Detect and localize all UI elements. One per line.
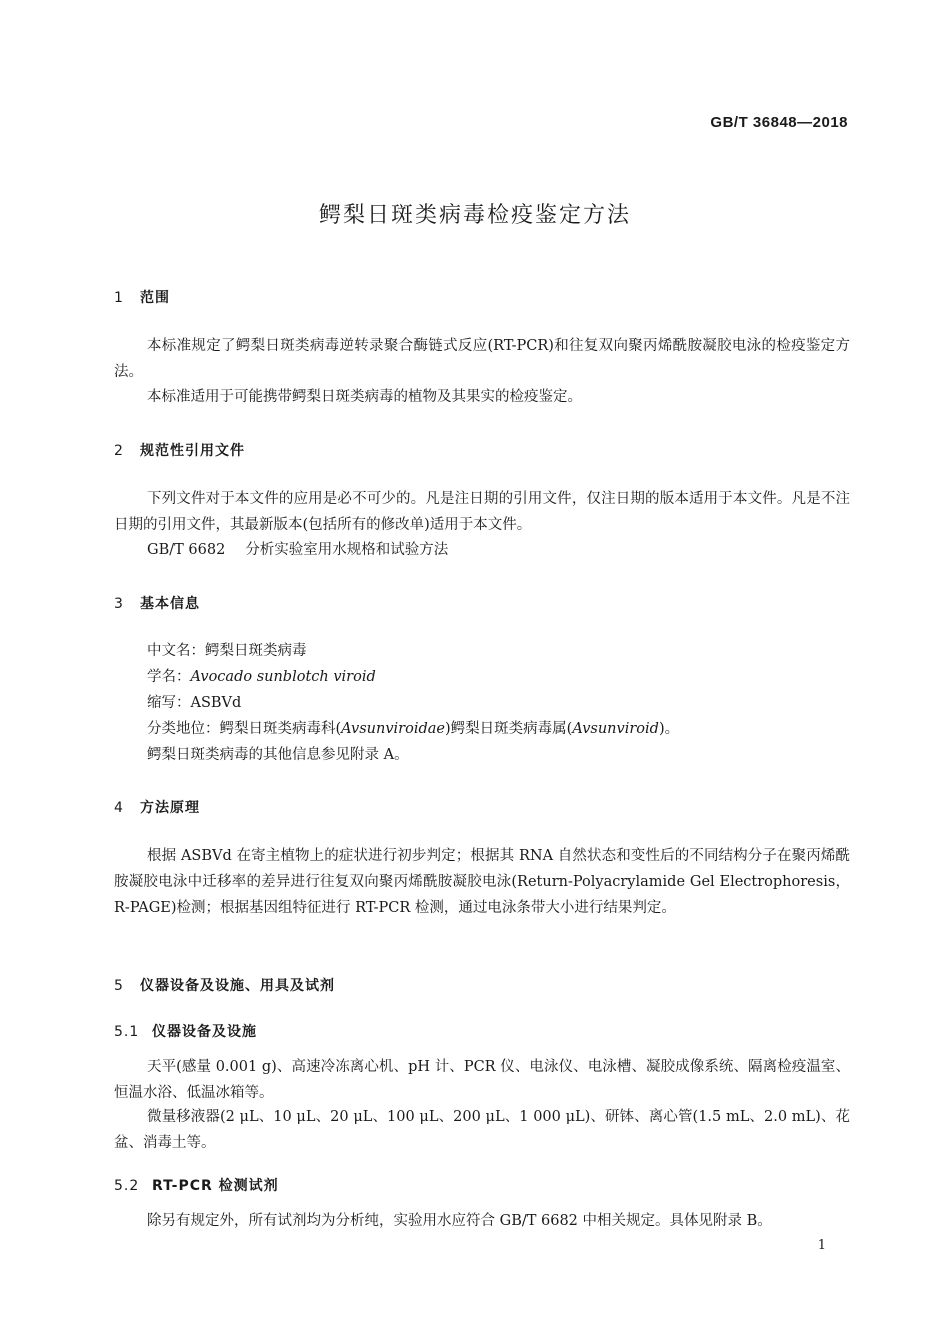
taxonomy-mid: )鳄梨日斑类病毒属( <box>445 721 573 737</box>
subsection-5-2-heading <box>114 1175 279 1195</box>
taxonomy-label: 分类地位：鳄梨日斑类病毒科( <box>147 721 342 737</box>
section-3-heading <box>114 593 200 613</box>
subsection-number: 5.1 <box>114 1024 140 1040</box>
subsection-5-1-heading <box>114 1021 257 1041</box>
section-title: 方法原理 <box>140 800 200 816</box>
scientific-name-value: Avocado sunblotch viroid <box>190 669 376 685</box>
subsection-title: 仪器设备及设施 <box>152 1024 257 1040</box>
section-2-heading <box>114 440 245 460</box>
taxonomy-genus: Avsunviroid <box>572 721 659 737</box>
section-1-heading <box>114 287 170 307</box>
section-4-heading <box>114 797 200 817</box>
page-number: 1 <box>817 1238 826 1253</box>
reference-title: 分析实验室用水规格和试验方法 <box>245 542 449 558</box>
section-title: 基本信息 <box>140 596 200 612</box>
normative-reference <box>147 537 448 563</box>
abbreviation-line <box>147 690 241 716</box>
abbreviation-label: 缩写： <box>147 695 191 711</box>
taxonomy-family: Avsunviroidae <box>341 721 445 737</box>
subsection-number: 5.2 <box>114 1178 140 1194</box>
scientific-name-label: 学名： <box>147 669 191 685</box>
section-5-heading <box>114 975 335 995</box>
section-title: 仪器设备及设施、用具及试剂 <box>140 978 335 994</box>
scientific-name-line <box>147 664 376 690</box>
section-4-paragraph-1: 根据 ASBVd 在寄主植物上的症状进行初步判定；根据其 RNA 自然状态和变性后的不同结构分子在聚丙烯酰胺凝胶电泳中迁移率的差异进行往复双向聚丙烯酰胺凝胶电泳(Return-Polyacrylamide Gel Electrophoresis，R-PAGE)检测；根据基因组特征进行 RT-PCR 检测，通过电泳条带大小进行结果判定。 <box>114 848 850 916</box>
subsection-5-2-paragraph-1: 除另有规定外，所有试剂均为分析纯，实验用水应符合 GB/T 6682 中相关规定。具体见附录 B。 <box>147 1213 772 1229</box>
subsection-5-1-paragraph-2: 微量移液器(2 μL、10 μL、20 μL、100 μL、200 μL、1 000 μL)、研钵、离心管(1.5 mL、2.0 mL)、花盆、消毒土等。 <box>114 1109 850 1151</box>
section-number: 3 <box>114 596 124 612</box>
subsection-title: RT-PCR 检测试剂 <box>152 1178 279 1194</box>
subsection-5-1-paragraph-1: 天平(感量 0.001 g)、高速冷冻离心机、pH 计、PCR 仪、电泳仪、电泳槽、凝胶成像系统、隔离检疫温室、恒温水浴、低温冰箱等。 <box>114 1059 850 1101</box>
section-number: 5 <box>114 978 124 994</box>
section-1-paragraph-1: 本标准规定了鳄梨日斑类病毒逆转录聚合酶链式反应(RT-PCR)和往复双向聚丙烯酰胺凝胶电泳的检疫鉴定方法。 <box>114 338 850 380</box>
taxonomy-end: )。 <box>658 721 680 737</box>
chinese-name-line <box>147 638 307 664</box>
chinese-name-label: 中文名： <box>147 643 205 659</box>
section-title: 范围 <box>140 290 170 306</box>
section-2-paragraph-1: 下列文件对于本文件的应用是必不可少的。凡是注日期的引用文件，仅注日期的版本适用于本文件。凡是不注日期的引用文件，其最新版本(包括所有的修改单)适用于本文件。 <box>114 491 850 533</box>
taxonomy-line <box>147 716 679 742</box>
other-info-line: 鳄梨日斑类病毒的其他信息参见附录 A。 <box>147 747 409 763</box>
section-1-paragraph-2: 本标准适用于可能携带鳄梨日斑类病毒的植物及其果实的检疫鉴定。 <box>147 389 582 405</box>
section-number: 4 <box>114 800 124 816</box>
document-title: 鳄梨日斑类病毒检疫鉴定方法 <box>318 203 631 228</box>
section-number: 2 <box>114 443 124 459</box>
abbreviation-value: ASBVd <box>190 695 242 711</box>
chinese-name-value: 鳄梨日斑类病毒 <box>205 643 307 659</box>
standard-code: GB/T 36848—2018 <box>710 114 848 131</box>
reference-code: GB/T 6682 <box>147 542 226 558</box>
section-number: 1 <box>114 290 124 306</box>
section-title: 规范性引用文件 <box>140 443 245 459</box>
